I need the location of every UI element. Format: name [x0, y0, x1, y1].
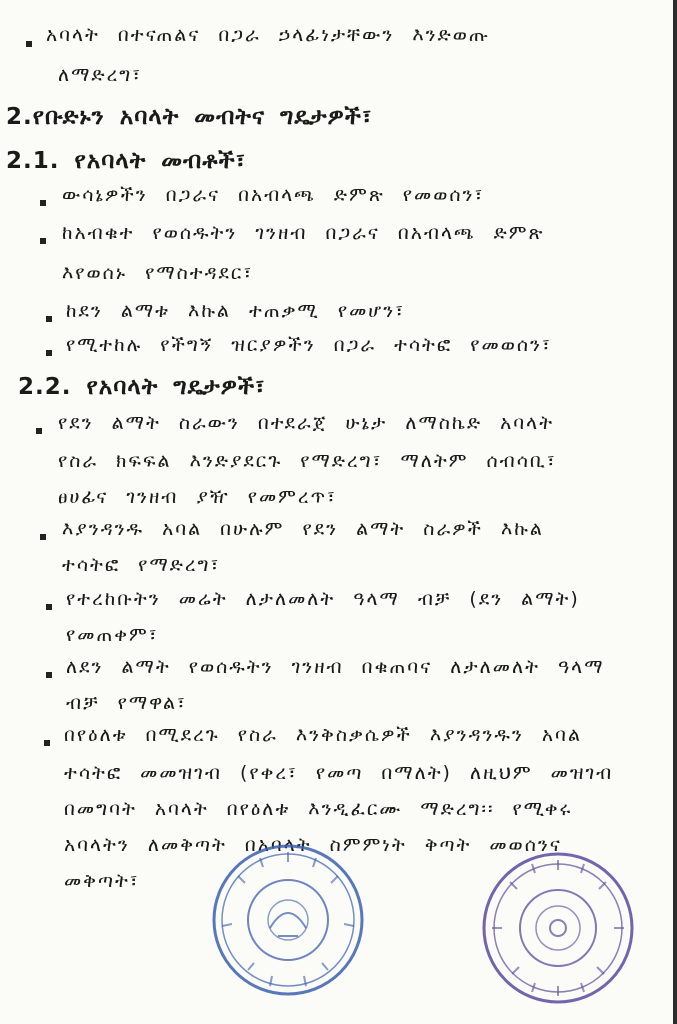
section-heading: 2.የቡድኑን አባላት መብትና ግዴታዎች፣: [6, 104, 373, 130]
bullet-marker: [46, 316, 52, 322]
body-line: ፀሀፊና ገንዘብ ያዥ የመምረጥ፣: [58, 486, 337, 508]
body-line: መቅጣት፣: [64, 870, 140, 892]
body-line: የተረከቡትን መሬት ለታለመለት ዓላማ ብቻ (ደን ልማት): [66, 588, 580, 610]
body-line: አባላትን ለመቅጣት በአባላት ስምምነት ቅጣት መወሰንና: [64, 834, 562, 856]
official-stamp-purple: [478, 848, 638, 1008]
official-stamp-blue: [208, 840, 368, 1000]
body-line: ከአብቁተ የወሰዱትን ገንዘብ በጋራና በአብላጫ ድምጽ: [62, 222, 545, 244]
bullet-marker: [40, 534, 46, 540]
body-line: ተሳትፎ መመዝገብ (የቀረ፣ የመጣ በማለት) ለዚህም መዝገብ: [64, 762, 614, 784]
bullet-marker: [46, 672, 52, 678]
body-line: የደን ልማት ስራውን በተደራጀ ሁኔታ ለማስኬድ አባላት: [58, 412, 555, 434]
stamp-purple-graphic: [478, 848, 638, 1008]
body-line: ለደን ልማት የወሰዱትን ገንዘብ በቁጠባና ለታለመለት ዓላማ: [66, 656, 605, 678]
body-line: የመጠቀም፣: [66, 624, 159, 646]
body-line: ተሳትፎ የማድረግ፣: [62, 554, 221, 576]
bullet-marker: [26, 41, 32, 47]
body-line: ብቻ የማዋል፣: [66, 692, 187, 714]
stamp-blue-graphic: [208, 840, 368, 1000]
bullet-marker: [40, 200, 46, 206]
body-line: እየወሰኑ የማስተዳደር፣: [62, 262, 254, 284]
body-line: የሚተከሉ የችግኝ ዝርያዎችን በጋራ ተሳትፎ የመወሰን፣: [66, 334, 552, 356]
bullet-marker: [46, 350, 52, 356]
body-line: በመግባት አባላት በየዕለቱ እንዲፈርሙ ማድረግ፡፡ የሚቀሩ: [64, 798, 573, 820]
body-line: ከደን ልማቱ እኩል ተጠቃሚ የመሆን፣: [66, 300, 405, 322]
body-line: በየዕለቱ በሚደረጉ የስራ እንቅስቃሴዎች እያንዳንዱን አባል: [64, 724, 582, 746]
body-line: አባላት በተናጠልና በጋራ ኃላፊነታቸውን እንድወጡ: [46, 24, 491, 46]
subsection-heading: 2.1. የአባላት መብቶች፣: [6, 148, 247, 174]
body-line: እያንዳንዱ አባል በሁሉም የደን ልማት ስራዎች እኩል: [62, 518, 544, 540]
subsection-heading: 2.2. የአባላት ግዴታዎች፣: [18, 374, 266, 400]
body-line: የስራ ክፍፍል እንድያደርጉ የማድረግ፣ ማለትም ሰብሳቢ፣: [58, 450, 557, 472]
bullet-marker: [36, 428, 42, 434]
page-edge-shadow: [673, 0, 677, 1024]
bullet-marker: [46, 604, 52, 610]
body-line: ውሳኔዎችን በጋራና በአብላጫ ድምጽ የመወሰን፣: [62, 184, 485, 206]
body-line: ለማድረግ፣: [58, 64, 143, 86]
bullet-marker: [40, 238, 46, 244]
bullet-marker: [44, 740, 50, 746]
